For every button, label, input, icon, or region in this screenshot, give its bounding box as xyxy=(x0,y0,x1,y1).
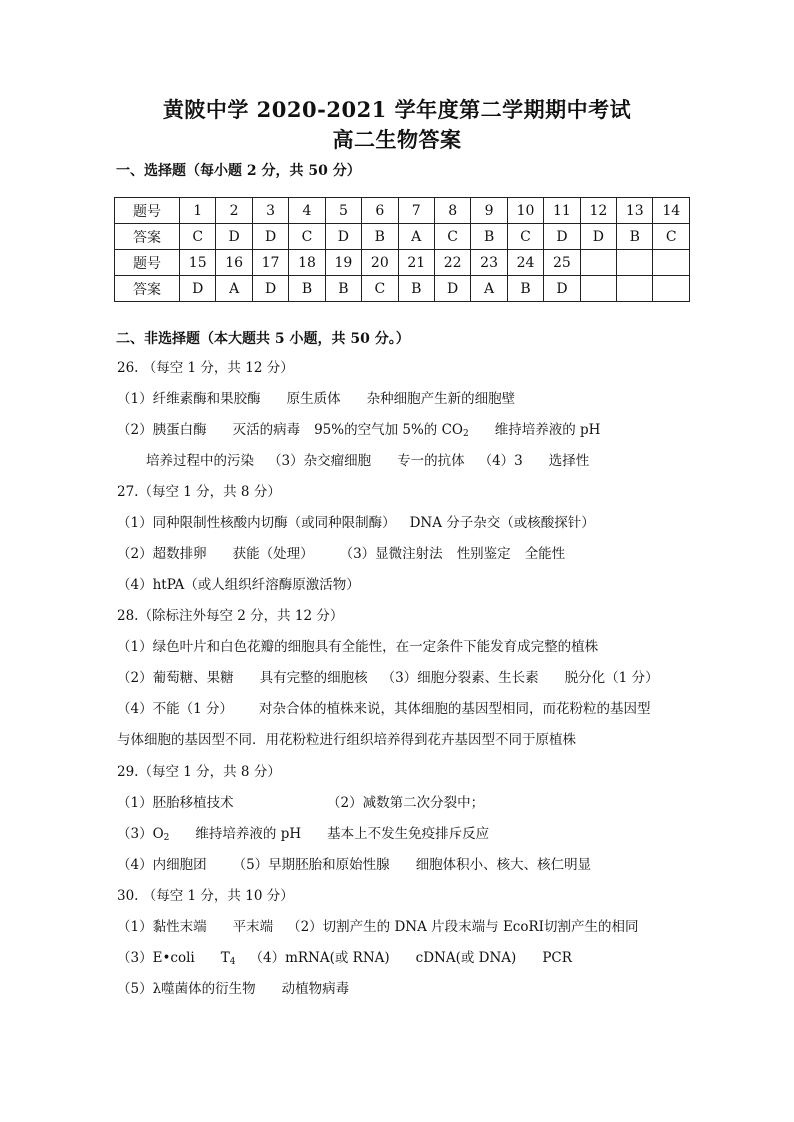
question-number-cell: 18 xyxy=(289,250,325,276)
answer-text: 维持培养液的 pH xyxy=(494,422,601,438)
answer-text: （2）超数排卵 xyxy=(117,546,207,562)
answer-text: （4）htPA（或人组织纤溶酶原激活物） xyxy=(117,577,360,593)
q28-line-1 xyxy=(117,635,598,655)
answer-cell: A xyxy=(471,276,507,302)
answer-cell: B xyxy=(617,224,653,250)
answer-text: T xyxy=(220,950,230,966)
answer-text: （4）mRNA(或 RNA) xyxy=(249,950,390,966)
section-1-heading: 一、选择题（每小题 2 分，共 50 分） xyxy=(116,163,361,179)
answer-table xyxy=(114,197,690,302)
answer-text: 杂种细胞产生新的细胞壁 xyxy=(366,391,516,407)
answer-text: DNA 分子杂交（或核酸探针） xyxy=(409,515,595,531)
answer-text: cDNA(或 DNA) xyxy=(415,950,517,966)
q28-line-3 xyxy=(117,697,650,717)
answer-text: 获能（处理） xyxy=(232,546,314,562)
subscript: 2 xyxy=(463,429,469,439)
answer-text: 原生质体 xyxy=(286,391,341,407)
question-number-cell: 6 xyxy=(362,198,398,224)
answer-cell: B xyxy=(289,276,325,302)
answer-cell: C xyxy=(362,276,398,302)
question-number-cell: 25 xyxy=(544,250,580,276)
table-row xyxy=(115,198,690,224)
empty-cell xyxy=(617,250,653,276)
answer-text: 专一的抗体 xyxy=(397,453,465,469)
question-number-cell: 23 xyxy=(471,250,507,276)
answer-text: 具有完整的细胞核 xyxy=(259,670,368,686)
q26-line-3 xyxy=(117,449,589,469)
empty-cell xyxy=(580,276,616,302)
answer-cell: D xyxy=(252,276,288,302)
q30-line-1 xyxy=(117,915,638,935)
table-row xyxy=(115,224,690,250)
question-number-cell: 21 xyxy=(398,250,434,276)
table-header-cell: 题号 xyxy=(115,250,180,276)
question-number-cell: 16 xyxy=(216,250,252,276)
table-header-cell: 题号 xyxy=(115,198,180,224)
answer-text: （5）λ噬菌体的衍生物 xyxy=(117,981,256,997)
q30-line-2 xyxy=(117,946,572,967)
q26-heading: 26. （每空 1 分，共 12 分） xyxy=(117,360,294,376)
q28-line-2 xyxy=(117,666,659,686)
section-2-heading: 二、非选择题（本大题共 5 小题，共 50 分。） xyxy=(116,331,410,347)
answer-text: （2）切割产生的 DNA 片段末端与 EcoRⅠ切割产生的相同 xyxy=(287,919,639,935)
answer-text: 平末端 xyxy=(232,919,274,935)
answer-text: （4）3 xyxy=(478,453,523,469)
answer-text: （2）胰蛋白酶 xyxy=(117,422,207,438)
answer-text: （4）内细胞团 xyxy=(117,857,207,873)
answer-cell: D xyxy=(434,276,470,302)
answer-text: 性别鉴定 xyxy=(456,546,511,562)
answer-text: 基本上不发生免疫排斥反应 xyxy=(327,826,490,842)
question-number-cell: 19 xyxy=(325,250,361,276)
q27-heading: 27.（每空 1 分，共 8 分） xyxy=(117,484,281,500)
question-number-cell: 4 xyxy=(289,198,325,224)
answer-text: 灭活的病毒 xyxy=(232,422,301,438)
question-number-cell: 3 xyxy=(252,198,288,224)
table-row xyxy=(115,250,690,276)
table-row xyxy=(115,276,690,302)
answer-cell: D xyxy=(544,224,580,250)
answer-cell: D xyxy=(580,224,616,250)
question-number-cell: 11 xyxy=(544,198,580,224)
exam-subtitle: 高二生物答案 xyxy=(332,127,462,152)
question-number-cell: 24 xyxy=(507,250,543,276)
answer-text: 维持培养液的 pH xyxy=(195,826,302,842)
q26-line-1 xyxy=(117,387,515,407)
answer-cell: C xyxy=(180,224,216,250)
answer-text: （1）纤维素酶和果胶酶 xyxy=(117,391,261,407)
q27-line-1 xyxy=(117,511,595,531)
answer-cell: D xyxy=(325,224,361,250)
empty-cell xyxy=(580,250,616,276)
q27-line-3 xyxy=(117,573,360,593)
question-number-cell: 17 xyxy=(252,250,288,276)
question-number-cell: 22 xyxy=(434,250,470,276)
answer-cell: D xyxy=(180,276,216,302)
q27-line-2 xyxy=(117,542,565,562)
answer-text: 全能性 xyxy=(524,546,566,562)
answer-text: 培养过程中的污染 xyxy=(146,453,254,469)
question-number-cell: 14 xyxy=(653,198,690,224)
answer-text: （3）显微注射法 xyxy=(339,546,443,562)
answer-text: （2）减数第二次分裂中； xyxy=(327,795,485,811)
answer-text: （1）同种限制性核酸内切酶（或同种限制酶） xyxy=(117,515,396,531)
answer-cell: D xyxy=(544,276,580,302)
answer-cell: B xyxy=(471,224,507,250)
table-header-cell: 答案 xyxy=(115,276,180,302)
answer-text: （1）绿色叶片和白色花瓣的细胞具有全能性，在一定条件下能发育成完整的植株 xyxy=(117,639,599,655)
answer-cell: A xyxy=(216,276,252,302)
question-number-cell: 5 xyxy=(325,198,361,224)
question-number-cell: 10 xyxy=(507,198,543,224)
q28-line-4 xyxy=(117,728,576,748)
subscript: 4 xyxy=(229,957,236,967)
question-number-cell: 8 xyxy=(434,198,470,224)
answer-text: （4）不能（1 分） xyxy=(117,701,233,717)
answer-cell: D xyxy=(216,224,252,250)
answer-text: （3）杂交瘤细胞 xyxy=(268,453,372,469)
empty-cell xyxy=(653,250,690,276)
answer-text: （3）细胞分裂素、生长素 xyxy=(381,670,539,686)
answer-text: （1）胚胎移植技术 xyxy=(117,795,234,811)
question-number-cell: 1 xyxy=(180,198,216,224)
answer-text: （1）黏性末端 xyxy=(117,919,207,935)
answer-cell: C xyxy=(289,224,325,250)
answer-text: PCR xyxy=(542,950,572,966)
answer-cell: B xyxy=(362,224,398,250)
question-number-cell: 13 xyxy=(617,198,653,224)
q28-heading: 28.（除标注外每空 2 分，共 12 分） xyxy=(117,608,344,624)
answer-cell: D xyxy=(252,224,288,250)
question-number-cell: 2 xyxy=(216,198,252,224)
answer-cell: C xyxy=(507,224,543,250)
q29-line-2 xyxy=(117,822,489,843)
question-number-cell: 20 xyxy=(362,250,398,276)
answer-cell: B xyxy=(325,276,361,302)
answer-text: 选择性 xyxy=(548,453,590,469)
answer-text: （2）葡萄糖、果糖 xyxy=(117,670,234,686)
q29-line-1 xyxy=(117,791,484,811)
answer-text: 脱分化（1 分） xyxy=(564,670,659,686)
answer-cell: C xyxy=(434,224,470,250)
subscript: 2 xyxy=(163,833,170,843)
q30-line-3 xyxy=(117,977,349,997)
exam-title: 黄陂中学 2020-2021 学年度第二学期期中考试 xyxy=(162,97,632,122)
answer-cell: A xyxy=(398,224,434,250)
answer-text: （3）O xyxy=(117,826,164,842)
answer-text: 对杂合体的植株来说，其体细胞的基因型相同，而花粉粒的基因型 xyxy=(258,701,651,717)
table-header-cell: 答案 xyxy=(115,224,180,250)
answer-cell: B xyxy=(398,276,434,302)
answer-text: （5）早期胚胎和原始性腺 xyxy=(232,857,390,873)
q30-heading: 30. （每空 1 分，共 10 分） xyxy=(117,888,294,904)
q29-heading: 29.（每空 1 分，共 8 分） xyxy=(117,764,281,780)
q29-line-3 xyxy=(117,853,591,873)
answer-text: （3）E•coli xyxy=(117,950,195,966)
q26-line-2 xyxy=(117,418,600,439)
question-number-cell: 15 xyxy=(180,250,216,276)
question-number-cell: 9 xyxy=(471,198,507,224)
answer-text: 95%的空气加 5%的 CO xyxy=(314,422,463,438)
answer-text: 与体细胞的基因型不同．用花粉粒进行组织培养得到花卉基因型不同于原植株 xyxy=(117,732,576,748)
question-number-cell: 12 xyxy=(580,198,616,224)
answer-cell: B xyxy=(507,276,543,302)
empty-cell xyxy=(653,276,690,302)
answer-cell: C xyxy=(653,224,690,250)
empty-cell xyxy=(617,276,653,302)
answer-text: 动植物病毒 xyxy=(281,981,350,997)
question-number-cell: 7 xyxy=(398,198,434,224)
answer-text: 细胞体积小、核大、核仁明显 xyxy=(415,857,592,873)
